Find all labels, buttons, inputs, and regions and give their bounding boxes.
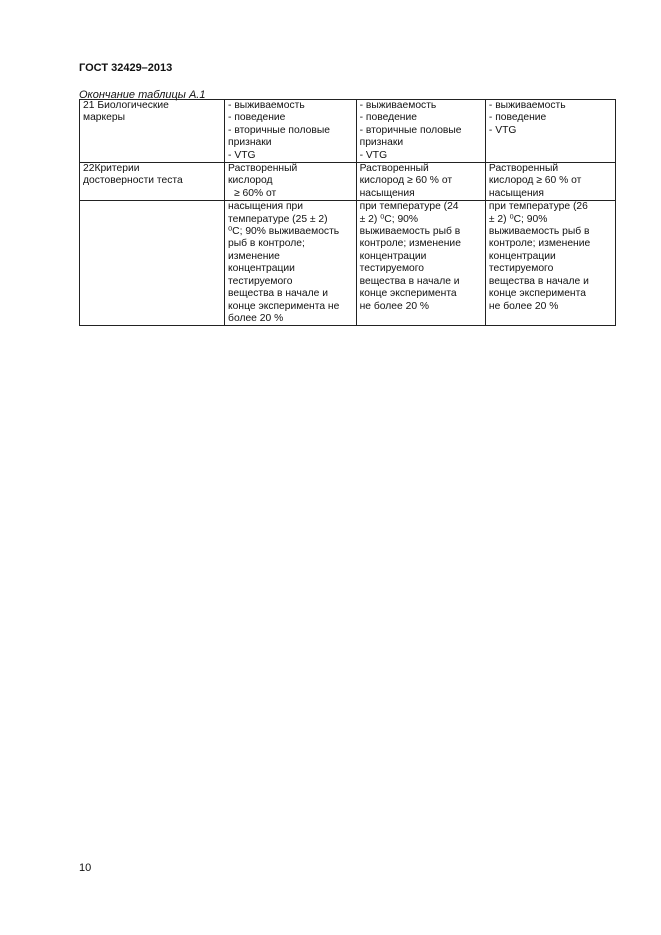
cell-line: вещества в начале и bbox=[488, 275, 589, 287]
table-cell bbox=[225, 100, 357, 163]
cell-line: - VTG bbox=[488, 124, 517, 136]
criteria-table bbox=[79, 99, 616, 326]
cell-line: кислород ≥ 60 % от bbox=[359, 175, 453, 187]
cell-line: конце эксперимента bbox=[488, 288, 586, 300]
cell-line: маркеры bbox=[83, 112, 126, 124]
cell-line: ± 2) ⁰С; 90% bbox=[359, 213, 419, 225]
cell-line: не более 20 % bbox=[359, 300, 430, 312]
row-label-cell bbox=[80, 163, 225, 201]
cell-line: признаки bbox=[359, 137, 404, 149]
table-caption: Окончание таблицы А.1 bbox=[79, 89, 206, 101]
cell-line: кислород ≥ 60 % от bbox=[488, 175, 582, 187]
cell-line: ≥ 60% от bbox=[234, 187, 277, 199]
document-header: ГОСТ 32429–2013 bbox=[79, 62, 173, 74]
cell-line: концентрации bbox=[228, 263, 295, 275]
table-cell bbox=[225, 201, 357, 326]
cell-line: конце эксперимента не bbox=[228, 300, 340, 312]
cell-line: контроле; изменение bbox=[359, 238, 461, 250]
row-label-cell bbox=[80, 100, 225, 163]
cell-line: тестируемого bbox=[359, 263, 425, 275]
cell-line: Растворенный bbox=[359, 163, 429, 175]
cell-line: при температуре (26 bbox=[488, 201, 588, 213]
cell-line: не более 20 % bbox=[488, 300, 559, 312]
cell-line: - VTG bbox=[228, 149, 256, 161]
table-cell bbox=[356, 100, 485, 163]
cell-line: при температуре (24 bbox=[359, 201, 459, 213]
cell-line: рыб в контроле; bbox=[228, 238, 305, 250]
table-row bbox=[80, 100, 616, 163]
cell-line: - вторичные половые bbox=[228, 124, 330, 136]
cell-line: насыщения bbox=[359, 187, 415, 199]
cell-line: концентрации bbox=[488, 250, 556, 262]
page-number: 10 bbox=[79, 862, 92, 874]
table-cell bbox=[356, 163, 485, 201]
cell-line: контроле; изменение bbox=[488, 238, 591, 250]
cell-line: температуре (25 ± 2) bbox=[228, 213, 328, 225]
cell-line: - поведение bbox=[359, 112, 417, 124]
cell-line: Растворенный bbox=[488, 163, 559, 175]
cell-line: более 20 % bbox=[228, 312, 284, 324]
table-cell bbox=[225, 163, 357, 201]
cell-line: ⁰С; 90% выживаемость bbox=[228, 226, 340, 238]
cell-line: достоверности теста bbox=[83, 175, 183, 187]
cell-line: конце эксперимента bbox=[359, 288, 457, 300]
cell-line: насыщения при bbox=[228, 201, 304, 213]
table-cell bbox=[485, 163, 615, 201]
cell-line: 21 Биологические bbox=[83, 100, 169, 111]
row-label-cell bbox=[80, 201, 225, 326]
cell-line: - поведение bbox=[488, 112, 547, 124]
cell-line: - выживаемость bbox=[228, 100, 305, 111]
cell-line: - выживаемость bbox=[359, 100, 437, 111]
cell-line: Растворенный bbox=[228, 163, 298, 175]
cell-line: тестируемого bbox=[488, 263, 554, 275]
table-row bbox=[80, 201, 616, 326]
cell-line: выживаемость рыб в bbox=[488, 226, 590, 238]
table-cell bbox=[485, 201, 615, 326]
cell-line: насыщения bbox=[488, 187, 544, 199]
cell-line: ± 2) ⁰С; 90% bbox=[488, 213, 548, 225]
cell-line: 22Критерии bbox=[83, 163, 140, 175]
cell-line: кислород bbox=[228, 175, 273, 187]
cell-line: концентрации bbox=[359, 250, 427, 262]
cell-line: выживаемость рыб в bbox=[359, 226, 461, 238]
cell-line: вещества в начале и bbox=[359, 275, 460, 287]
cell-line: - выживаемость bbox=[488, 100, 566, 111]
cell-line: изменение bbox=[228, 250, 280, 262]
table-cell bbox=[356, 201, 485, 326]
cell-line: тестируемого bbox=[228, 275, 293, 287]
cell-line: - поведение bbox=[228, 112, 286, 124]
cell-line: вещества в начале и bbox=[228, 288, 328, 300]
cell-line: - вторичные половые bbox=[359, 124, 462, 136]
table-row bbox=[80, 163, 616, 201]
cell-line: - VTG bbox=[359, 149, 388, 161]
cell-line: признаки bbox=[228, 137, 272, 149]
table-cell bbox=[485, 100, 615, 163]
